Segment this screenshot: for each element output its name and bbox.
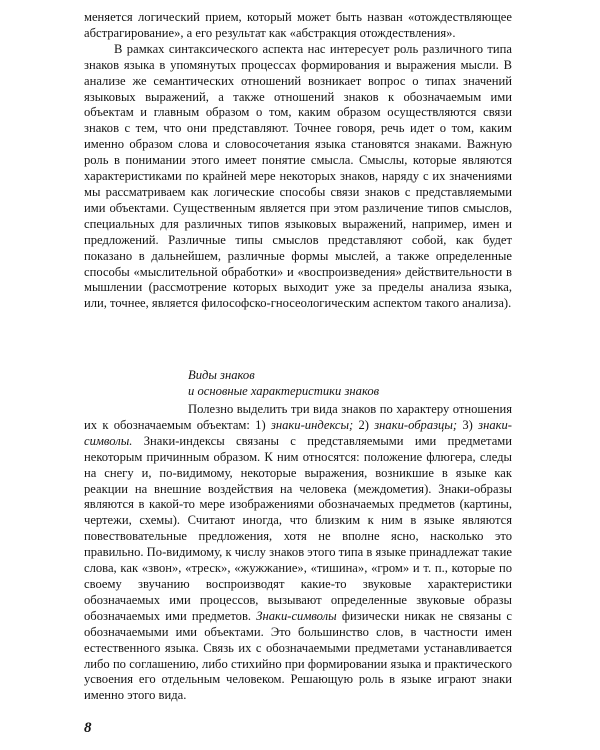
paragraph-sign-types <box>84 402 512 704</box>
text-run: физически никак не связаны с обозначаемыми ими объектами. Это большинство слов, в частности имен естественного языка. Связь их с обозначаемыми предметами устанавливается либо по соглашению, либо стихийно при формировании языка и практического усвоения его отдельным человеком. Решающую роль в языке играют знаки именно этого вида. <box>84 608 512 703</box>
term-index-signs: знаки-индексы; <box>270 417 354 432</box>
text-run: Полезно выделить три вида знаков по характеру отношения их к обозначаемым объектам: 1) <box>84 402 512 432</box>
paragraph-semantic-aspect: В рамках синтаксического аспекта нас интересует роль различного типа знаков языка в упомянутых процессах формирования и выражения мысли. В анализе же семантических отношений возникает вопрос о типах значений языковых выражений, а также отношений знаков к обозначаемым ими объектам и главным образом о том, каким образом осуществляются связи знаков с тем, что они представляют. Точнее говоря, речь идет о том, каким именно образом слова и словосочетания языка становятся знаками. Важную роль в понимании этого имеет понятие смысла. Смыслы, которые являются характеристиками по крайней мере некоторых знаков, наряду с их значениями мы рассматриваем как логические способы связи знаков с представляемыми ими объектами. Существенным является при этом различение типов смыслов, специальных для различных типов языковых выражений, например, имен и предложений. Различные типы смыслов представляют собой, как будет показано в дальнейшем, различные формы мыслей, а также определенные способы «мыслительной обработки» и «воспроизведения» действительности в мышлении (рассмотрение которых выходит уже за пределы анализа языка, или, точнее, является философско-гносеологическим аспектом такого анализа). <box>84 41 512 311</box>
text-run: Знаки-индексы связаны с представляемыми ими предметами некоторым причинным образом. К ним относятся: положение флюгера, следы на снегу и, по-видимому, некоторые выражения, возникшие в языке как реакции на внешние воздействия на человека (междометия). Знаки-образы являются в какой-то мере изображениями обозначаемых предметов (картины, чертежи, схемы). Считают иногда, что близким к ним в языке являются повествовательные предложения, хотя не вполне ясно, насколько это правильно. По-видимому, к числу знаков этого типа в языке принадлежат такие слова, как «звон», «треск», «жужжание», «тишина», «гром» и т. п., которые по своему звучанию воспроизводят какие-то звуковые характеристики обозначаемых ими процессов, вызывают определенные звуковые образы обозначаемых ими предметов. <box>84 433 512 623</box>
section-heading <box>188 368 379 400</box>
term-image-signs: знаки-образцы; <box>374 417 458 432</box>
heading-line-2: и основные характеристики знаков <box>188 383 380 398</box>
heading-line-1: Виды знаков <box>188 368 255 382</box>
paragraph-continuation: меняется логический прием, который может быть назван «отождествляющее абстрагирование», а его результат как «абстракция отождествления». <box>84 10 512 40</box>
term-symbol-signs: знаки-символы. <box>84 417 512 448</box>
text-run: 3) <box>457 417 479 432</box>
page-number: 8 <box>84 720 92 736</box>
text-block-top <box>84 10 512 312</box>
text-block-bottom <box>84 402 512 704</box>
text-run: 2) <box>353 417 375 432</box>
term-symbol-signs-2: Знаки-символы <box>256 608 337 623</box>
